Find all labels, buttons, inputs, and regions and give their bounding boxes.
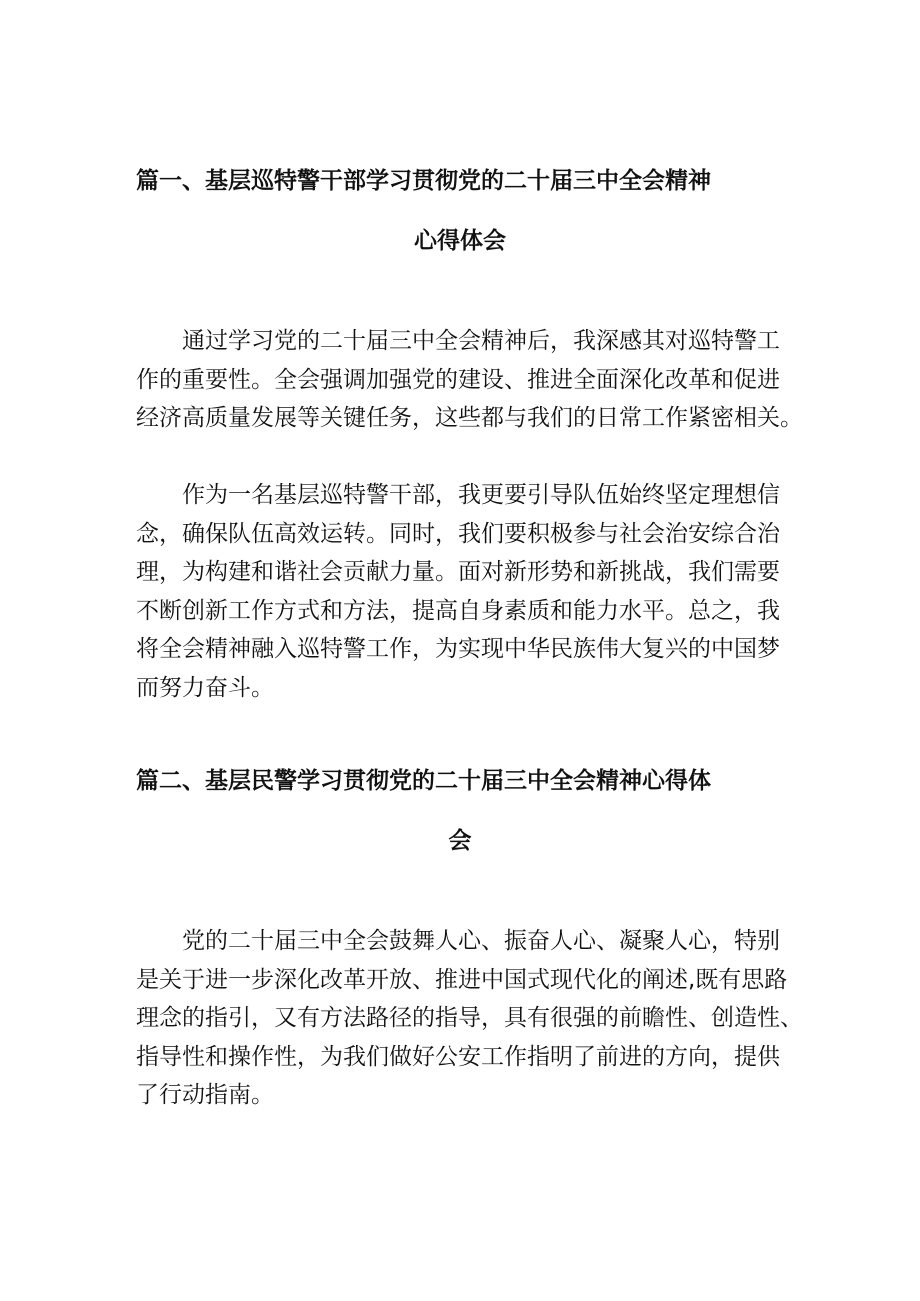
section1-paragraph1 — [136, 322, 803, 438]
paragraph-line: 指导性和操作性，为我们做好公安工作指明了前进的方向，提供 — [136, 1043, 780, 1070]
section1-title-line2: 心得体会 — [414, 228, 506, 254]
paragraph-line: 通过学习党的二十届三中全会精神后，我深感其对巡特警工 — [182, 328, 780, 354]
paragraph-line: 理念的指引，又有方法路径的指导，具有很强的前瞻性、创造性、 — [136, 1005, 803, 1031]
paragraph-line: 不断创新工作方式和方法，提高自身素质和能力水平。总之，我 — [136, 597, 780, 624]
paragraph-line: 经济高质量发展等关键任务，这些都与我们的日常工作紧密相关。 — [136, 405, 803, 431]
section2-title-line1: 篇二、基层民警学习贯彻党的二十届三中全会精神心得体 — [136, 768, 711, 794]
paragraph-line: 作的重要性。全会强调加强党的建设、推进全面深化改革和促进 — [136, 366, 780, 393]
paragraph-line: 将全会精神融入巡特警工作，为实现中华民族伟大复兴的中国梦 — [136, 636, 780, 662]
paragraph-line: 了行动指南。 — [136, 1082, 274, 1108]
section1-title-line1: 篇一、基层巡特警干部学习贯彻党的二十届三中全会精神 — [136, 168, 711, 194]
section1-paragraph2 — [136, 476, 786, 707]
paragraph-line: 念，确保队伍高效运转。同时，我们要积极参与社会治安综合治 — [136, 520, 780, 547]
paragraph-line: 是关于进一步深化改革开放、推进中国式现代化的阐述,既有思路 — [136, 966, 788, 993]
paragraph-line: 党的二十届三中全会鼓舞人心、振奋人心、凝聚人心，特别 — [182, 928, 780, 954]
paragraph-line: 而努力奋斗。 — [136, 674, 274, 701]
section2-paragraph1 — [136, 922, 803, 1115]
paragraph-line: 理，为构建和谐社会贡献力量。面对新形势和新挑战，我们需要 — [136, 559, 780, 585]
paragraph-line: 作为一名基层巡特警干部，我更要引导队伍始终坚定理想信 — [182, 482, 780, 508]
section2-title-line2: 会 — [448, 828, 472, 854]
